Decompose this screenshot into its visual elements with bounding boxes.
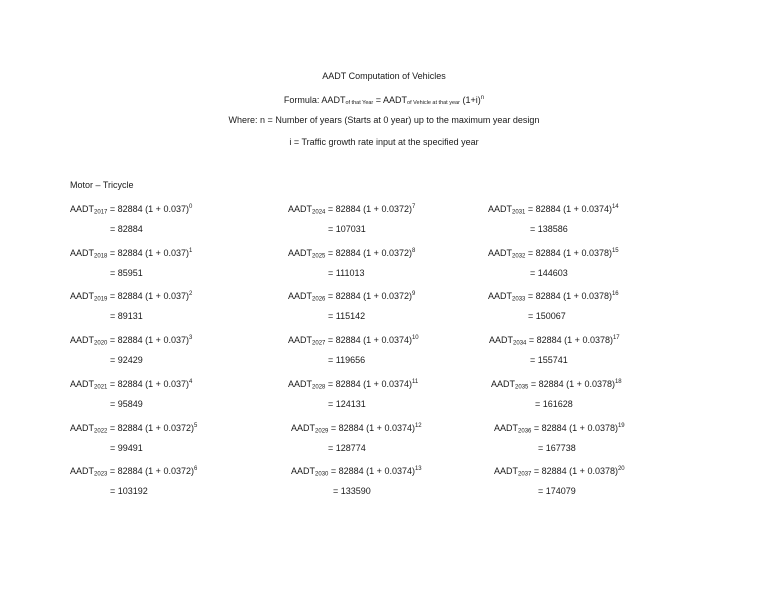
equation-equals: =: [107, 204, 118, 214]
aadt-label: AADT: [288, 291, 313, 302]
equation-rate: 0.037: [163, 247, 186, 258]
equation-rate: 0.037: [163, 204, 186, 214]
equation-close: ): [411, 422, 415, 433]
equation-open: (1 +: [142, 466, 164, 477]
result-equals: =: [538, 486, 546, 497]
result-value: 155741: [537, 355, 568, 366]
equation-close: ): [609, 335, 613, 346]
equation-exponent: 15: [611, 247, 619, 254]
equation-year: 2023: [94, 471, 108, 478]
equation-exponent: 14: [611, 204, 619, 210]
equation-open: (1 +: [566, 422, 588, 433]
equation-base-value: 82884: [117, 247, 143, 258]
equation-base-value: 82884: [335, 335, 361, 346]
equation-rate: 0.0374: [381, 335, 409, 346]
equation-exponent: 1: [188, 247, 193, 254]
equation-close: ): [611, 378, 615, 389]
result-equals: =: [528, 311, 536, 322]
result-equals: =: [328, 355, 336, 366]
aadt-label: AADT: [494, 466, 519, 477]
aadt-result: [328, 354, 365, 366]
aadt-equation: [488, 245, 619, 263]
aadt-equation: [70, 420, 197, 438]
equation-base-value: 82884: [335, 247, 361, 258]
equation-close: ): [408, 247, 412, 258]
aadt-result: [538, 442, 576, 454]
result-equals: =: [328, 311, 336, 322]
result-equals: =: [333, 486, 341, 497]
aadt-result: [328, 267, 364, 279]
aadt-result: [110, 223, 143, 235]
equation-rate: 0.0374: [384, 422, 412, 433]
equation-equals: =: [325, 291, 336, 302]
equation-open: (1 +: [360, 291, 382, 302]
equation-year: 2018: [94, 253, 108, 260]
formula-subscript-vehicle: of Vehicle at that year: [407, 100, 460, 106]
formula-tail: (1+i): [459, 95, 481, 105]
equation-rate: 0.037: [163, 378, 186, 389]
result-value: 111013: [335, 267, 365, 278]
equation-rate: 0.0374: [384, 466, 412, 477]
equation-rate: 0.0378: [587, 422, 615, 433]
result-equals: =: [328, 224, 336, 234]
equation-rate: 0.0372: [381, 291, 409, 302]
result-equals: =: [328, 442, 336, 453]
result-equals: =: [538, 442, 546, 453]
equation-exponent: 13: [414, 466, 422, 473]
document-title: AADT Computation of Vehicles: [322, 71, 446, 81]
equation-year: 2025: [312, 253, 326, 260]
equation-close: ): [190, 422, 194, 433]
equation-exponent: 7: [411, 204, 416, 210]
aadt-label: AADT: [488, 247, 513, 258]
aadt-label: AADT: [288, 335, 313, 346]
aadt-equation: [288, 376, 418, 394]
aadt-result: [110, 267, 143, 279]
result-equals: =: [535, 398, 543, 409]
equation-exponent: 5: [193, 422, 198, 429]
aadt-label: AADT: [70, 204, 95, 214]
equation-base-value: 82884: [541, 422, 567, 433]
equation-rate: 0.0378: [584, 378, 612, 389]
equation-equals: =: [325, 378, 336, 389]
result-value: 107031: [335, 224, 366, 234]
equation-exponent: 17: [612, 335, 620, 342]
aadt-result: [530, 267, 568, 279]
equation-equals: =: [325, 335, 336, 346]
result-value: 167738: [545, 442, 576, 453]
section-label: Motor – Tricycle: [70, 180, 134, 190]
aadt-result: [328, 223, 366, 235]
aadt-label: AADT: [288, 204, 313, 214]
equation-exponent: 16: [611, 291, 619, 298]
result-value: 138586: [537, 224, 568, 234]
result-value: 174079: [545, 486, 576, 497]
aadt-result: [110, 442, 143, 454]
equation-base-value: 82884: [535, 204, 561, 214]
equation-rate: 0.0378: [582, 335, 610, 346]
equation-open: (1 +: [360, 204, 382, 214]
result-value: 119656: [335, 355, 366, 366]
equation-year: 2032: [512, 253, 526, 260]
equation-equals: =: [107, 422, 118, 433]
equation-rate: 0.0372: [381, 247, 409, 258]
result-value: 128774: [335, 442, 366, 453]
equation-base-value: 82884: [335, 204, 361, 214]
equation-year: 2021: [94, 384, 108, 391]
equation-equals: =: [528, 378, 539, 389]
aadt-equation: [291, 463, 422, 481]
aadt-label: AADT: [291, 422, 316, 433]
aadt-equation: [70, 376, 192, 394]
equation-rate: 0.037: [163, 291, 186, 302]
aadt-label: AADT: [288, 378, 313, 389]
equation-rate: 0.0374: [381, 378, 409, 389]
result-equals: =: [328, 398, 336, 409]
equation-close: ): [614, 422, 618, 433]
growth-rate-line: i = Traffic growth rate input at the specified year: [289, 137, 479, 147]
equation-year: 2031: [512, 209, 526, 216]
equation-base-value: 82884: [117, 378, 143, 389]
result-equals: =: [110, 267, 118, 278]
equation-exponent: 9: [411, 291, 416, 298]
equation-open: (1 +: [560, 247, 582, 258]
equation-exponent: 18: [614, 378, 622, 385]
equation-year: 2022: [94, 428, 108, 434]
aadt-equation: [288, 245, 415, 263]
equation-base-value: 82884: [117, 422, 143, 433]
aadt-label: AADT: [288, 247, 313, 258]
aadt-result: [110, 485, 148, 497]
result-equals: =: [110, 442, 118, 453]
equation-base-value: 82884: [536, 335, 562, 346]
equation-year: 2026: [312, 296, 326, 303]
aadt-result: [328, 398, 366, 410]
result-value: 150067: [535, 311, 566, 322]
equation-rate: 0.0378: [581, 291, 609, 302]
equation-close: ): [408, 378, 412, 389]
formula-exponent: n: [480, 95, 485, 101]
equation-open: (1 +: [142, 291, 164, 302]
equation-exponent: 3: [188, 335, 193, 342]
result-value: 133590: [340, 486, 371, 497]
aadt-label: AADT: [70, 247, 95, 258]
aadt-label: AADT: [70, 466, 95, 477]
equation-year: 2033: [512, 296, 526, 303]
equation-open: (1 +: [363, 422, 385, 433]
equation-equals: =: [525, 291, 536, 302]
equation-close: ): [185, 378, 189, 389]
formula-prefix: Formula: AADT: [283, 95, 346, 105]
equation-close: ): [185, 247, 189, 258]
equation-rate: 0.0372: [163, 422, 191, 433]
equation-rate: 0.0372: [381, 204, 409, 214]
aadt-equation: [489, 332, 620, 350]
equation-equals: =: [325, 247, 336, 258]
equation-equals: =: [525, 247, 536, 258]
formula-subscript-that-year: of that Year: [345, 100, 374, 106]
equation-open: (1 +: [566, 466, 588, 477]
aadt-equation: [494, 463, 625, 481]
equation-year: 2024: [312, 209, 326, 216]
equation-exponent: 12: [414, 422, 422, 429]
equation-base-value: 82884: [535, 247, 561, 258]
aadt-label: AADT: [70, 422, 95, 433]
aadt-equation: [494, 420, 625, 438]
equation-close: ): [608, 247, 612, 258]
equation-rate: 0.0378: [581, 247, 609, 258]
equation-year: 2030: [315, 471, 329, 478]
equation-close: ): [408, 291, 412, 302]
equation-open: (1 +: [142, 204, 164, 214]
equation-close: ): [408, 204, 412, 214]
aadt-label: AADT: [488, 204, 513, 214]
equation-exponent: 8: [411, 247, 416, 254]
aadt-equation: [488, 201, 619, 219]
equation-exponent: 10: [411, 335, 419, 342]
result-equals: =: [110, 355, 118, 366]
equation-base-value: 82884: [541, 466, 567, 477]
result-equals: =: [110, 398, 118, 409]
equation-exponent: 2: [188, 291, 193, 298]
result-value: 144603: [537, 267, 568, 278]
equation-exponent: 0: [188, 204, 193, 210]
equation-exponent: 6: [193, 466, 198, 473]
equation-year: 2027: [312, 340, 326, 347]
result-equals: =: [110, 486, 118, 497]
aadt-label: AADT: [489, 335, 514, 346]
result-equals: =: [328, 267, 336, 278]
equation-exponent: 20: [617, 466, 625, 473]
equation-close: ): [185, 335, 189, 346]
equation-open: (1 +: [560, 204, 582, 214]
aadt-result: [110, 398, 143, 410]
equation-year: 2028: [312, 384, 326, 391]
formula-mid: = AADT: [373, 95, 408, 105]
equation-rate: 0.0378: [587, 466, 615, 477]
equation-base-value: 82884: [335, 291, 361, 302]
result-equals: =: [530, 355, 538, 366]
equation-close: ): [411, 466, 415, 477]
equation-equals: =: [525, 204, 536, 214]
result-value: 85951: [117, 267, 143, 278]
aadt-result: [328, 310, 365, 322]
equation-equals: =: [531, 466, 542, 477]
equation-open: (1 +: [360, 378, 382, 389]
equation-close: ): [185, 204, 189, 214]
aadt-result: [110, 310, 143, 322]
equation-rate: 0.0374: [581, 204, 609, 214]
equation-equals: =: [107, 291, 118, 302]
where-line: Where: n = Number of years (Starts at 0 year) up to the maximum year design: [228, 115, 540, 125]
result-value: 103192: [117, 486, 148, 497]
equation-base-value: 82884: [335, 378, 361, 389]
aadt-result: [530, 354, 568, 366]
equation-year: 2037: [518, 471, 532, 478]
equation-equals: =: [107, 335, 118, 346]
aadt-result: [333, 485, 371, 497]
equation-open: (1 +: [563, 378, 585, 389]
result-value: 115142: [335, 311, 366, 322]
result-equals: =: [110, 224, 118, 234]
equation-open: (1 +: [560, 291, 582, 302]
equation-open: (1 +: [360, 335, 382, 346]
aadt-equation: [70, 463, 197, 481]
aadt-equation: [288, 332, 419, 350]
result-value: 161628: [542, 398, 573, 409]
aadt-equation: [288, 288, 415, 306]
equation-close: ): [608, 291, 612, 302]
equation-open: (1 +: [142, 247, 164, 258]
equation-close: ): [608, 204, 612, 214]
aadt-label: AADT: [488, 291, 513, 302]
aadt-label: AADT: [491, 378, 516, 389]
equation-exponent: 19: [617, 422, 625, 429]
equation-base-value: 82884: [338, 422, 364, 433]
equation-close: ): [185, 291, 189, 302]
equation-exponent: 11: [411, 378, 419, 385]
equation-year: 2029: [315, 428, 329, 434]
equation-equals: =: [328, 422, 339, 433]
equation-base-value: 82884: [117, 466, 143, 477]
equation-equals: =: [328, 466, 339, 477]
result-value: 95849: [117, 398, 143, 409]
equation-equals: =: [526, 335, 537, 346]
equation-year: 2036: [518, 428, 532, 434]
aadt-result: [110, 354, 143, 366]
equation-equals: =: [107, 466, 118, 477]
equation-equals: =: [325, 204, 336, 214]
aadt-equation: [491, 376, 622, 394]
equation-year: 2017: [94, 209, 108, 216]
equation-base-value: 82884: [538, 378, 564, 389]
equation-base-value: 82884: [338, 466, 364, 477]
aadt-result: [530, 223, 568, 235]
equation-rate: 0.037: [163, 335, 186, 346]
aadt-result: [328, 442, 366, 454]
equation-open: (1 +: [142, 335, 164, 346]
equation-base-value: 82884: [117, 204, 143, 214]
aadt-equation: [70, 245, 192, 263]
aadt-equation: [291, 420, 422, 438]
equation-base-value: 82884: [117, 335, 143, 346]
equation-equals: =: [531, 422, 542, 433]
aadt-label: AADT: [70, 335, 95, 346]
aadt-label: AADT: [70, 291, 95, 302]
aadt-label: AADT: [70, 378, 95, 389]
equation-base-value: 82884: [535, 291, 561, 302]
result-value: 92429: [117, 355, 143, 366]
equation-equals: =: [107, 247, 118, 258]
equation-open: (1 +: [363, 466, 385, 477]
equation-year: 2034: [513, 340, 527, 347]
aadt-equation: [488, 288, 619, 306]
aadt-result: [538, 485, 576, 497]
result-equals: =: [110, 311, 118, 322]
equation-open: (1 +: [142, 378, 164, 389]
equation-open: (1 +: [142, 422, 164, 433]
aadt-result: [535, 398, 573, 410]
aadt-equation: [70, 201, 192, 219]
equation-exponent: 4: [188, 378, 193, 385]
aadt-result: [528, 310, 566, 322]
result-value: 89131: [117, 311, 143, 322]
aadt-equation: [70, 332, 192, 350]
equation-rate: 0.0372: [163, 466, 191, 477]
equation-equals: =: [107, 378, 118, 389]
equation-year: 2020: [94, 340, 108, 347]
result-value: 124131: [335, 398, 366, 409]
result-value: 82884: [117, 224, 143, 234]
formula-line: [0, 92, 768, 109]
aadt-equation: [70, 288, 192, 306]
equation-year: 2035: [515, 384, 529, 391]
result-value: 99491: [117, 442, 143, 453]
aadt-equation: [288, 201, 415, 219]
equation-close: ): [190, 466, 194, 477]
equation-close: ): [408, 335, 412, 346]
result-equals: =: [530, 224, 538, 234]
equation-open: (1 +: [360, 247, 382, 258]
result-equals: =: [530, 267, 538, 278]
aadt-label: AADT: [291, 466, 316, 477]
equation-year: 2019: [94, 296, 108, 303]
aadt-label: AADT: [494, 422, 519, 433]
equation-close: ): [614, 466, 618, 477]
equation-base-value: 82884: [117, 291, 143, 302]
equation-open: (1 +: [561, 335, 583, 346]
